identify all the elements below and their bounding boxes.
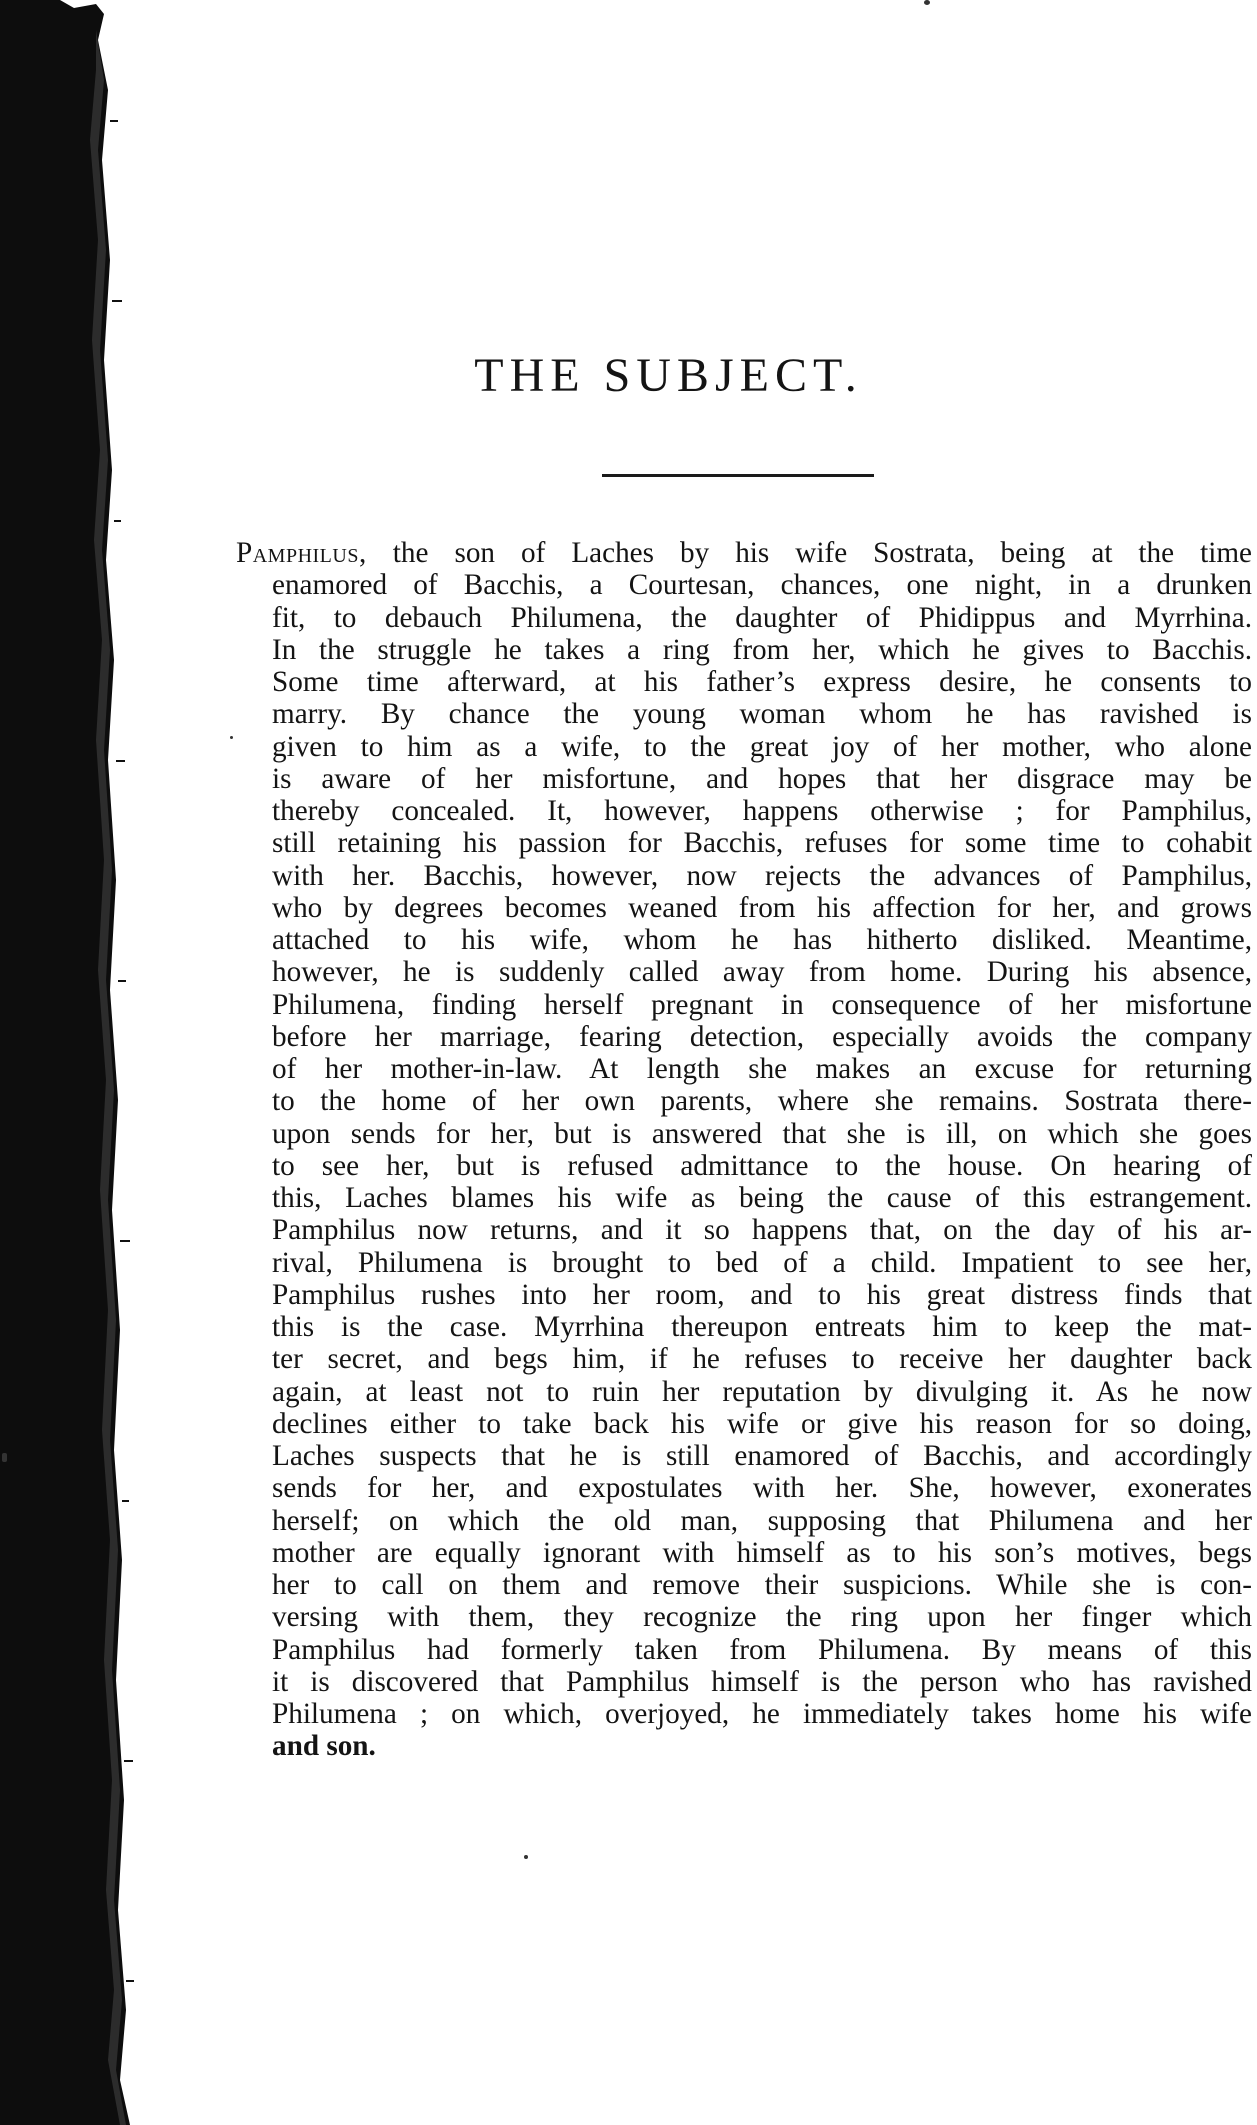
text-line: In the struggle he takes a ring from her, which he gives to Bacchis.: [272, 633, 1252, 666]
text-line: upon sends for her, but is answered that she is ill, on which she goes: [272, 1117, 1252, 1150]
text-line: Philumena ; on which, overjoyed, he immediately takes home his wife: [272, 1698, 1252, 1730]
text-line: marry. By chance the young woman whom he has ravished is: [272, 698, 1252, 731]
lead-word: Pamphilus,: [236, 537, 367, 569]
ink-speck: [524, 1855, 528, 1859]
text-line: and son.: [272, 1730, 376, 1763]
text-line: given to him as a wife, to the great joy of her mother, who alone: [272, 730, 1252, 763]
text-line: of her mother-in-law. At length she makes an excuse for returning: [272, 1053, 1252, 1085]
text-line: rival, Philumena is brought to bed of a child. Impatient to see her,: [272, 1246, 1252, 1279]
text-line: Pamphilus rushes into her room, and to his great distress finds that: [272, 1278, 1252, 1311]
text-line: declines either to take back his wife or give his reason for so doing,: [272, 1407, 1252, 1440]
ink-speck: [924, 0, 930, 5]
text-line: with her. Bacchis, however, now rejects the advances of Pamphilus,: [272, 859, 1252, 892]
text-line: still retaining his passion for Bacchis, refuses for some time to cohabit: [272, 827, 1252, 860]
text-line: attached to his wife, whom he has hitherto disliked. Meantime,: [272, 924, 1252, 956]
text-line: mother are equally ignorant with himself as to his son’s motives, begs: [272, 1536, 1252, 1569]
text-line: versing with them, they recognize the ring upon her finger which: [272, 1601, 1252, 1634]
text-line: thereby concealed. It, however, happens otherwise ; for Pamphilus,: [272, 795, 1252, 827]
text-line: to the home of her own parents, where she remains. Sostrata there-: [272, 1085, 1252, 1118]
text-line: is aware of her misfortune, and hopes that her disgrace may be: [272, 762, 1252, 795]
text-line: enamored of Bacchis, a Courtesan, chances, one night, in a drunken: [272, 569, 1252, 602]
text-line: it is discovered that Pamphilus himself is the person who has ravished: [272, 1665, 1252, 1698]
page-title: THE SUBJECT.: [474, 349, 863, 402]
text-line: herself; on which the old man, supposing that Philumena and her: [272, 1504, 1252, 1537]
text-line: fit, to debauch Philumena, the daughter of Phidippus and Myrrhina.: [272, 601, 1252, 634]
text-line: sends for her, and expostulates with her. She, however, exonerates: [272, 1472, 1252, 1505]
text-line: Philumena, finding herself pregnant in consequence of her misfortune: [272, 988, 1252, 1021]
text-line: Some time afterward, at his father’s express desire, he consents to: [272, 666, 1252, 698]
text-line: who by degrees becomes weaned from his affection for her, and grows: [272, 891, 1252, 924]
text-line: again, at least not to ruin her reputation by divulging it. As he now: [272, 1375, 1252, 1408]
text-line: Laches suspects that he is still enamored of Bacchis, and accordingly: [272, 1440, 1252, 1472]
text-line: Pamphilus now returns, and it so happens that, on the day of his ar-: [272, 1214, 1252, 1247]
text-line: however, he is suddenly called away from home. During his absence,: [272, 956, 1252, 989]
text-line: Pamphilus, the son of Laches by his wife Sostrata, being at the time: [236, 537, 1252, 569]
title-rule: [602, 474, 874, 477]
text-line: this is the case. Myrrhina thereupon entreats him to keep the mat-: [272, 1311, 1252, 1343]
binding-edge-shadow: [0, 0, 160, 2125]
subject-paragraph: [236, 537, 1252, 1763]
text-line: Pamphilus had formerly taken from Philumena. By means of this: [272, 1633, 1252, 1666]
text-line: before her marriage, fearing detection, especially avoids the company: [272, 1020, 1252, 1053]
text-line: ter secret, and begs him, if he refuses to receive her daughter back: [272, 1343, 1252, 1376]
ink-speck: [2, 1453, 7, 1462]
ink-speck: [230, 736, 233, 739]
text-line: her to call on them and remove their suspicions. While she is con-: [272, 1569, 1252, 1601]
text-line: this, Laches blames his wife as being the cause of this estrangement.: [272, 1182, 1252, 1214]
text-line: to see her, but is refused admittance to the house. On hearing of: [272, 1149, 1252, 1182]
